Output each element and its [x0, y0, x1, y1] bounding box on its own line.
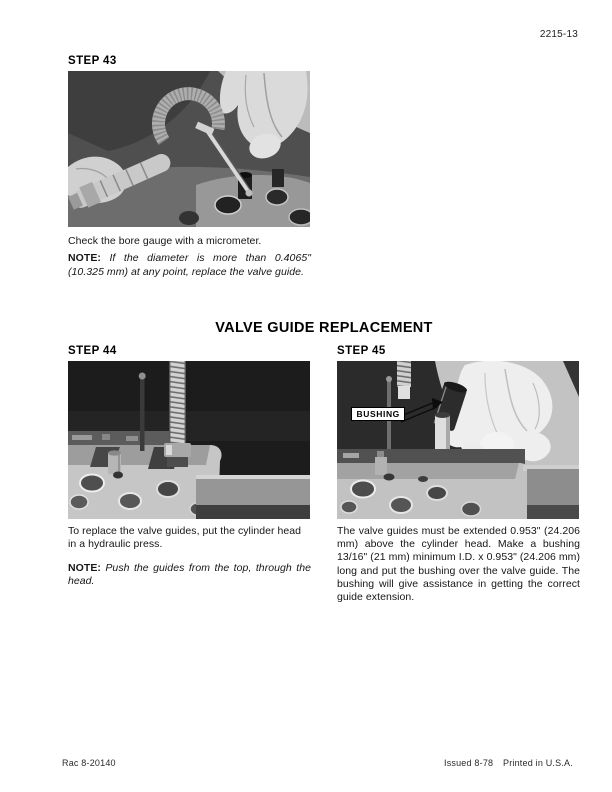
- step43-note-text: If the diameter is more than 0.4065" (10.325 mm) at any point, replace the valve guide.: [68, 252, 312, 278]
- step43-caption: Check the bore gauge with a micrometer.: [68, 235, 262, 247]
- bushing-callout-label: BUSHING: [351, 407, 405, 421]
- step44-photo-illustration: [68, 361, 310, 519]
- step44-note-label: NOTE:: [68, 562, 101, 574]
- section-title: VALVE GUIDE REPLACEMENT: [215, 320, 433, 336]
- step44-photo: [68, 361, 310, 519]
- footer-form-number: Rac 8-20140: [62, 758, 116, 768]
- step43-photo: [68, 71, 310, 227]
- step45-heading: STEP 45: [337, 345, 386, 357]
- footer-printed: Printed in U.S.A.: [503, 758, 573, 768]
- step45-photo-illustration: [337, 361, 579, 519]
- step43-note: [68, 251, 311, 279]
- step43-heading: STEP 43: [68, 55, 117, 67]
- step44-caption: To replace the valve guides, put the cylinder head in a hydraulic press.: [68, 525, 302, 551]
- step44-heading: STEP 44: [68, 345, 117, 357]
- step43-note-label: NOTE:: [68, 252, 101, 264]
- step45-photo: [337, 361, 579, 519]
- page-number: 2215-13: [539, 29, 578, 40]
- step43-photo-illustration: [68, 71, 310, 227]
- step44-note-text: Push the guides from the top, through the head.: [68, 562, 311, 588]
- footer-issued: Issued 8-78: [444, 758, 494, 768]
- step45-caption: The valve guides must be extended 0.953" (24.206 mm) above the cylinder head. Make a bushing 13/16" (21 mm) minimum I.D. x 0.953" (24.206 mm) long and put the bushing over the valve guide. The bushing will give assistance in getting the correct guide extension.: [337, 525, 580, 604]
- step44-note: [68, 562, 311, 588]
